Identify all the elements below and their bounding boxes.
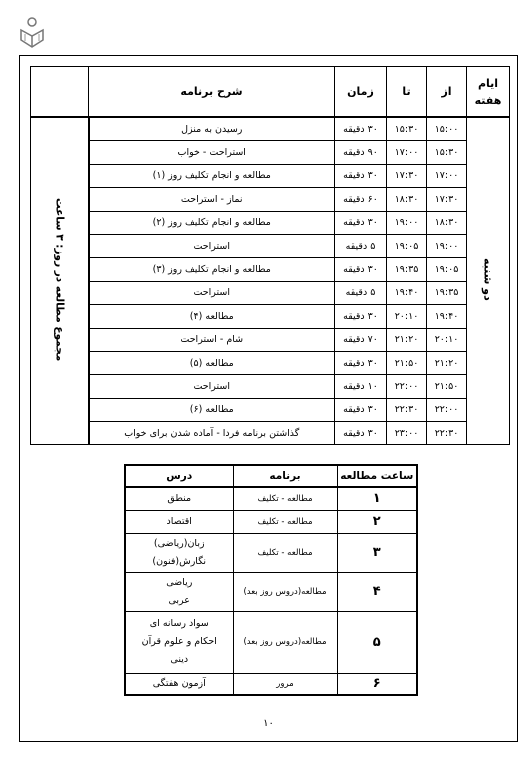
description: استراحت [89,234,335,257]
study-hours-table [124,464,418,696]
study-program: مطالعه - تکلیف [233,487,337,510]
header-study-hour: ساعت مطالعه [337,465,417,487]
study-lessons [125,533,233,572]
time-to: ۱۸:۳۰ [387,188,427,211]
time-to: ۱۵:۳۰ [387,117,427,141]
time-to: ۱۷:۳۰ [387,164,427,187]
schedule-row [31,117,510,141]
schedule-row [31,141,510,164]
duration: ۳۰ دقیقه [335,305,387,328]
total-study-cell [31,117,89,445]
study-row [125,572,417,611]
time-from: ۲۲:۳۰ [427,422,467,445]
description: مطالعه و انجام تکلیف روز (۱) [89,164,335,187]
description: استراحت - خواب [89,141,335,164]
description: گذاشتن برنامه فردا - آماده شدن برای خواب [89,422,335,445]
study-program: مطالعه(دروس روز بعد) [233,572,337,611]
time-from: ۱۷:۳۰ [427,188,467,211]
time-to: ۲۲:۳۰ [387,398,427,421]
study-hour-number: ۱ [337,487,417,510]
header-program: برنامه [233,465,337,487]
time-to: ۲۱:۵۰ [387,351,427,374]
lesson-name: اقتصاد [166,515,192,527]
duration: ۵ دقیقه [335,234,387,257]
page-frame [19,55,518,742]
duration: ۳۰ دقیقه [335,422,387,445]
duration: ۹۰ دقیقه [335,141,387,164]
time-to: ۱۹:۰۵ [387,234,427,257]
total-study-label: مجموع مطالعه در روز: ۳ ساعت [53,198,66,362]
description: مطالعه (۶) [89,398,335,421]
description: استراحت [89,375,335,398]
daily-schedule-table [30,66,510,445]
duration: ۳۰ دقیقه [335,164,387,187]
schedule-row [31,281,510,304]
description: نماز - استراحت [89,188,335,211]
time-to: ۲۱:۲۰ [387,328,427,351]
description: مطالعه و انجام تکلیف روز (۳) [89,258,335,281]
header-from: از [427,67,467,118]
time-from: ۱۹:۰۰ [427,234,467,257]
duration: ۷۰ دقیقه [335,328,387,351]
time-to: ۱۷:۰۰ [387,141,427,164]
study-hour-number: ۴ [337,572,417,611]
study-hour-number: ۲ [337,510,417,533]
study-program: مطالعه - تکلیف [233,510,337,533]
schedule-row [31,351,510,374]
lesson-name: دینی [170,654,189,665]
study-row [125,611,417,673]
lesson-name: آزمون هفتگی [152,677,206,689]
study-hour-number: ۶ [337,673,417,695]
duration: ۵ دقیقه [335,281,387,304]
study-row [125,533,417,572]
study-hour-number: ۳ [337,533,417,572]
study-row [125,673,417,695]
time-from: ۲۱:۲۰ [427,351,467,374]
time-from: ۱۵:۳۰ [427,141,467,164]
schedule-row [31,234,510,257]
description: شام - استراحت [89,328,335,351]
header-duration: زمان [335,67,387,118]
schedule-row [31,422,510,445]
lesson-name: ریاضی [166,576,193,588]
duration: ۳۰ دقیقه [335,211,387,234]
schedule-row [31,305,510,328]
duration: ۳۰ دقیقه [335,117,387,141]
schedule-header-row [31,67,510,118]
lesson-name: زبان(ریاضی) [153,537,205,549]
header-to: تا [387,67,427,118]
time-from: ۱۸:۳۰ [427,211,467,234]
study-lessons [125,611,233,673]
day-label: دو شنبه [481,258,495,302]
description: مطالعه و انجام تکلیف روز (۲) [89,211,335,234]
schedule-row [31,258,510,281]
study-row [125,487,417,510]
study-program: مطالعه - تکلیف [233,533,337,572]
time-from: ۱۵:۰۰ [427,117,467,141]
time-from: ۲۲:۰۰ [427,398,467,421]
description: رسیدن به منزل [89,117,335,141]
description: مطالعه (۵) [89,351,335,374]
duration: ۳۰ دقیقه [335,351,387,374]
publisher-logo-icon [18,16,46,50]
duration: ۳۰ دقیقه [335,398,387,421]
duration: ۱۰ دقیقه [335,375,387,398]
header-blank [31,67,89,118]
schedule-row [31,398,510,421]
lesson-name: احکام و علوم قرآن [141,636,217,647]
schedule-row [31,188,510,211]
lesson-name: منطق [167,492,192,504]
study-program: مرور [233,673,337,695]
time-from: ۱۹:۳۵ [427,281,467,304]
study-lessons [125,510,233,533]
study-hour-number: ۵ [337,611,417,673]
schedule-row [31,164,510,187]
duration: ۶۰ دقیقه [335,188,387,211]
time-from: ۱۹:۴۰ [427,305,467,328]
time-from: ۱۹:۰۵ [427,258,467,281]
day-cell [467,117,510,445]
time-from: ۲۰:۱۰ [427,328,467,351]
study-lessons [125,572,233,611]
time-to: ۱۹:۳۵ [387,258,427,281]
study-lessons [125,673,233,695]
lesson-name: سواد رسانه ای [149,618,209,629]
study-header-row [125,465,417,487]
header-lesson: درس [125,465,233,487]
schedule-row [31,375,510,398]
lesson-name: عربی [168,594,190,606]
schedule-row [31,328,510,351]
time-to: ۲۳:۰۰ [387,422,427,445]
time-from: ۱۷:۰۰ [427,164,467,187]
header-days: ایام هفته [467,67,510,118]
time-from: ۲۱:۵۰ [427,375,467,398]
time-to: ۱۹:۰۰ [387,211,427,234]
description: مطالعه (۴) [89,305,335,328]
time-to: ۲۰:۱۰ [387,305,427,328]
description: استراحت [89,281,335,304]
lesson-name: نگارش(فنون) [152,555,207,567]
duration: ۳۰ دقیقه [335,258,387,281]
header-description: شرح برنامه [89,67,335,118]
schedule-row [31,211,510,234]
study-lessons [125,487,233,510]
page-number: ۱۰ [263,718,274,729]
time-to: ۱۹:۴۰ [387,281,427,304]
time-to: ۲۲:۰۰ [387,375,427,398]
study-row [125,510,417,533]
study-program: مطالعه(دروس روز بعد) [233,611,337,673]
